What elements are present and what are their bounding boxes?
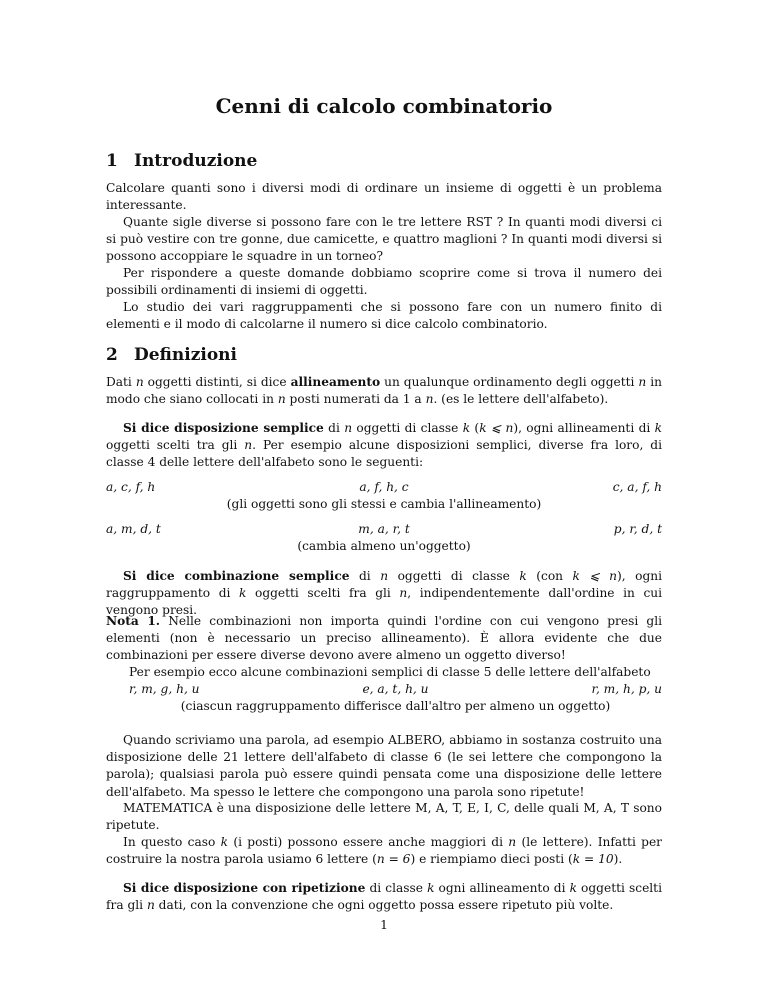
example-item: e, a, t, h, u [362, 682, 429, 696]
k-greater-paragraph: In questo caso k (i posti) possono essere anche maggiori di n (le lettere). Infatti per costruire la nostra parola usiamo 6 lettere (n = 6) e riempiamo dieci posti (k = 10). [106, 835, 663, 867]
disposizione-example-row-1 [106, 479, 662, 496]
definition-disposizione-ripetizione: Si dice disposizione con ripetizione di classe k ogni allineamento di k oggetti scelti fra gli n dati, con la convenzione che ogni oggetto possa essere ripetuto più volte. [106, 881, 662, 913]
definition-allineamento: Dati n oggetti distinti, si dice allineamento un qualunque ordinamento degli oggetti n in modo che siano collocati in n posti numerati da 1 a n. (es le lettere dell'alfabeto). [106, 375, 662, 407]
disposizione-example-row-2 [106, 521, 662, 538]
section-number: 2 [106, 345, 118, 365]
example-item: m, a, r, t [358, 522, 410, 536]
example-item: c, a, f, h [612, 480, 662, 494]
nota-label: Nota 1. [106, 614, 161, 628]
page-number: 1 [380, 918, 388, 932]
section-heading-definizioni [106, 344, 237, 366]
definition-combinazione-semplice: Si dice combinazione semplice di n oggetti di classe k (con k ⩽ n), ogni raggruppamento di k oggetti scelti fra gli n, indipendentemente dall'ordine in cui vengono presi. [106, 569, 663, 618]
section-title: Introduzione [134, 151, 258, 171]
intro-paragraph-3: Per rispondere a queste domande dobbiamo scoprire come si trova il numero dei possibili ordinamenti di insiemi di oggetti. [106, 266, 662, 298]
section-number: 1 [106, 151, 118, 171]
combinazione-examples-intro: Per esempio ecco alcune combinazioni semplici di classe 5 delle lettere dell'alfabeto [129, 665, 651, 679]
disposizione-example-note-1: (gli oggetti sono gli stessi e cambia l'allineamento) [226, 497, 542, 511]
albero-paragraph: Quando scriviamo una parola, ad esempio ALBERO, abbiamo in sostanza costruito una disposizione delle 21 lettere dell'alfabeto di classe 6 (le sei lettere che compongono la parola); qualsiasi parola può essere quindi pensata come una disposizione delle lettere dell'alfabeto. Ma spesso le lettere che compongono una parola sono ripetute! [106, 733, 662, 799]
intro-paragraph-4: Lo studio dei vari raggruppamenti che si possono fare con un numero finito di elementi e il modo di calcolarne il numero si dice calcolo combinatorio. [106, 300, 662, 332]
example-item: r, m, g, h, u [129, 682, 200, 696]
term-combinazione-semplice: Si dice combinazione semplice [123, 569, 350, 583]
term-disposizione-ripetizione: Si dice disposizione con ripetizione [123, 881, 366, 895]
example-item: a, c, f, h [106, 480, 156, 494]
page-title: Cenni di calcolo combinatorio [215, 94, 553, 118]
matematica-paragraph: MATEMATICA è una disposizione delle lettere M, A, T, E, I, C, delle quali M, A, T sono ripetute. [106, 801, 662, 833]
section-heading-introduzione [106, 150, 257, 172]
intro-paragraph-1: Calcolare quanti sono i diversi modi di ordinare un insieme di oggetti è un problema interessante. [106, 181, 662, 213]
definition-disposizione-semplice: Si dice disposizione semplice di n oggetti di classe k (k ⩽ n), ogni allineamenti di k oggetti scelti tra gli n. Per esempio alcune disposizioni semplici, diverse fra loro, di classe 4 delle lettere dell'alfabeto sono le seguenti: [106, 421, 662, 470]
combinazione-example-note: (ciascun raggruppamento differisce dall'altro per almeno un oggetto) [180, 699, 611, 713]
nota-1: Nota 1. Nelle combinazioni non importa quindi l'ordine con cui vengono presi gli elementi (non è necessario un preciso allineamento). È allora evidente che due combinazioni per essere diverse devono avere almeno un oggetto diverso! [106, 614, 663, 663]
example-item: p, r, d, t [613, 522, 662, 536]
disposizione-example-note-2: (cambia almeno un'oggetto) [297, 539, 471, 553]
section-title: Definizioni [134, 345, 238, 365]
term-disposizione-semplice: Si dice disposizione semplice [123, 421, 324, 435]
example-item: a, m, d, t [106, 522, 161, 536]
intro-paragraph-2: Quante sigle diverse si possono fare con le tre lettere RST ? In quanti modi diversi ci si può vestire con tre gonne, due camicette, e quattro maglioni ? In quanti modi diversi si possono accoppiare le squadre in un torneo? [106, 215, 662, 264]
example-item: a, f, h, c [359, 480, 409, 494]
combinazione-example-row [129, 681, 662, 698]
term-allineamento: allineamento [290, 375, 381, 389]
example-item: r, m, h, p, u [591, 682, 662, 696]
